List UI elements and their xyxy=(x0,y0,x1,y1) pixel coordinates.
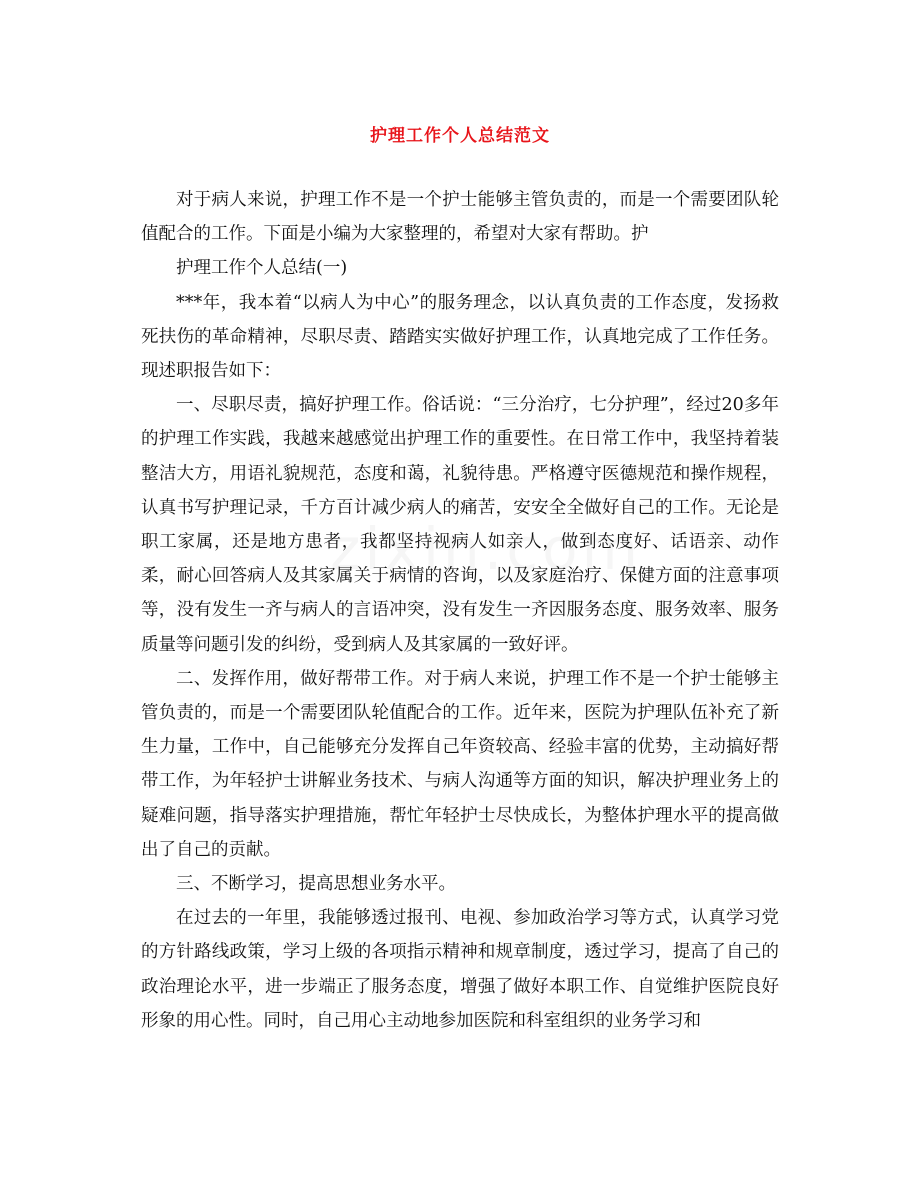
body-paragraph: 一、尽职尽责，搞好护理工作。俗话说：“三分治疗，七分护理”，经过20多年的护理工作实践，我越来越感觉出护理工作的重要性。在日常工作中，我坚持着装整洁大方，用语礼貌规范，态度和蔼，礼貌待患。严格遵守医德规范和操作规程，认真书写护理记录，千方百计减少病人的痛苦，安安全全做好自己的工作。无论是职工家属，还是地方患者，我都坚持视病人如亲人，做到态度好、话语亲、动作柔，耐心回答病人及其家属关于病情的咨询，以及家庭治疗、保健方面的注意事项等，没有发生一齐与病人的言语冲突，没有发生一齐因服务态度、服务效率、服务质量等问题引发的纠纷，受到病人及其家属的一致好评。 xyxy=(141,395,779,655)
body-paragraph: 二、发挥作用，做好帮带工作。对于病人来说，护理工作不是一个护士能够主管负责的，而是一个需要团队轮值配合的工作。近年来，医院为护理队伍补充了新生力量，工作中，自己能够充分发挥自己年资较高、经验丰富的优势，主动搞好帮带工作，为年轻护士讲解业务技术、与病人沟通等方面的知识，解决护理业务上的疑难问题，指导落实护理措施，帮忙年轻护士尽快成长，为整体护理水平的提高做出了自己的贡献。 xyxy=(141,668,779,860)
intro-paragraph: 对于病人来说，护理工作不是一个护士能够主管负责的，而是一个需要团队轮值配合的工作。下面是小编为大家整理的，希望对大家有帮助。护 xyxy=(141,190,779,245)
subsection-heading: 三、不断学习，提高思想业务水平。 xyxy=(176,874,456,895)
document-title: 护理工作个人总结范文 xyxy=(370,126,550,146)
body-paragraph: 在过去的一年里，我能够透过报刊、电视、参加政治学习等方式，认真学习党的方针路线政策，学习上级的各项指示精神和规章制度，透过学习，提高了自己的政治理论水平，进一步端正了服务态度，增强了做好本职工作、自觉维护医院良好形象的用心性。同时，自己用心主动地参加医院和科室组织的业务学习和 xyxy=(141,908,779,1031)
document-body xyxy=(141,183,779,1038)
body-paragraph: ***年，我本着“以病人为中心”的服务理念，以认真负责的工作态度，发扬救死扶伤的革命精神，尽职尽责、踏踏实实做好护理工作，认真地完成了工作任务。现述职报告如下： xyxy=(141,292,779,382)
section-heading: 护理工作个人总结(一) xyxy=(176,258,348,279)
